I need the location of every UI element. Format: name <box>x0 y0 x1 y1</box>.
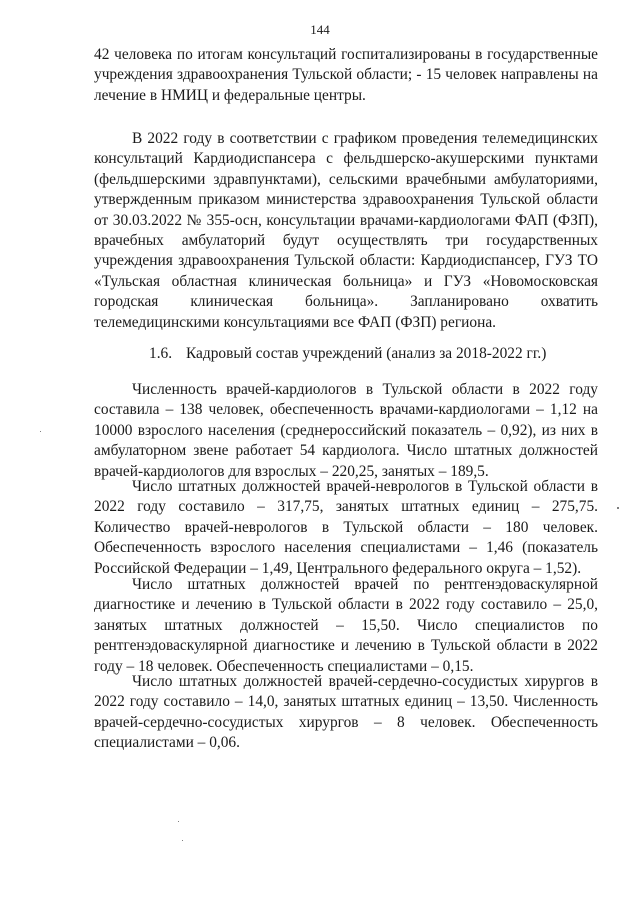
paragraph-cardiologists <box>94 380 598 482</box>
paragraph-text: 42 человека по итогам консультаций госпитализированы в государственные учреждения здравоохранения Тульской области; - 15 человек направлены на лечение в НМИЦ и федеральные центры. <box>94 46 598 104</box>
scan-speck <box>617 507 619 509</box>
paragraph-text: В 2022 году в соответствии с графиком проведения телемедицинских консультаций Кардиодиспансера с фельдшерско-акушерскими пунктами (фельдшерскими здравпунктами), сельскими врачебными амбулаториями, утвержденным приказом министерства здравоохранения Тульской области от 30.03.2022 № 355-осн, консультации врачами-кардиологами ФАП (ФЗП), врачебных амбулаторий будут осуществлять три государственных учреждения здравоохранения Тульской области: Кардиодиспансер, ГУЗ ТО «Тульская областная клиническая больница» и ГУЗ «Новомосковская городская клиническая больница». Запланировано охватить телемедицинскими консультациями все ФАП (ФЗП) региона. <box>94 130 598 331</box>
paragraph-text: Число штатных должностей врачей по рентгенэдоваскулярной диагностике и лечению в Тульской области в 2022 году составило – 25,0, занятых штатных должностей – 15,50. Число специалистов по рентгенэдоваскулярной диагностике и лечению в Тульской области в 2022 году – 18 человек. Обеспеченность специалистами – 0,15. <box>94 576 598 675</box>
page-number: 144 <box>310 22 330 37</box>
paragraph-hospitalization <box>94 45 598 106</box>
paragraph-text: Численность врачей-кардиологов в Тульской области в 2022 году составила – 138 человек, обеспеченность врачами-кардиологами – 1,12 на 10000 взрослого населения (среднероссийский показатель – 0,92), из них в амбулаторном звене работает 54 кардиолога. Число штатных должностей врачей-кардиологов для взрослых – 220,25, занятых – 189,5. <box>94 381 598 480</box>
paragraph-neurologists <box>94 477 598 579</box>
paragraph-endovascular <box>94 575 598 677</box>
paragraph-cardiovascular-surgeons <box>94 672 598 754</box>
section-number: 1.6. <box>149 345 173 362</box>
scan-speck <box>178 821 179 822</box>
paragraph-text: Число штатных должностей врачей-сердечно-сосудистых хирургов в 2022 году составило – 14,0, занятых штатных единиц – 13,50. Численность врачей-сердечно-сосудистых хирургов – 8 человек. Обеспеченность специалистами – 0,06. <box>94 673 598 752</box>
paragraph-telemedicine <box>94 129 598 333</box>
section-heading <box>149 344 546 364</box>
scan-speck <box>182 840 183 841</box>
section-title: Кадровый состав учреждений (анализ за 2018-2022 гг.) <box>186 345 547 362</box>
paragraph-text: Число штатных должностей врачей-неврологов в Тульской области в 2022 году составило – 317,75, занятых штатных единиц – 275,75. Количество врачей-неврологов в Тульской области – 180 человек. Обеспеченность взрослого населения специалистами – 1,46 (показатель Российской Федерации – 1,49, Центрального федерального округа – 1,52). <box>94 478 598 577</box>
scan-speck <box>40 431 41 432</box>
